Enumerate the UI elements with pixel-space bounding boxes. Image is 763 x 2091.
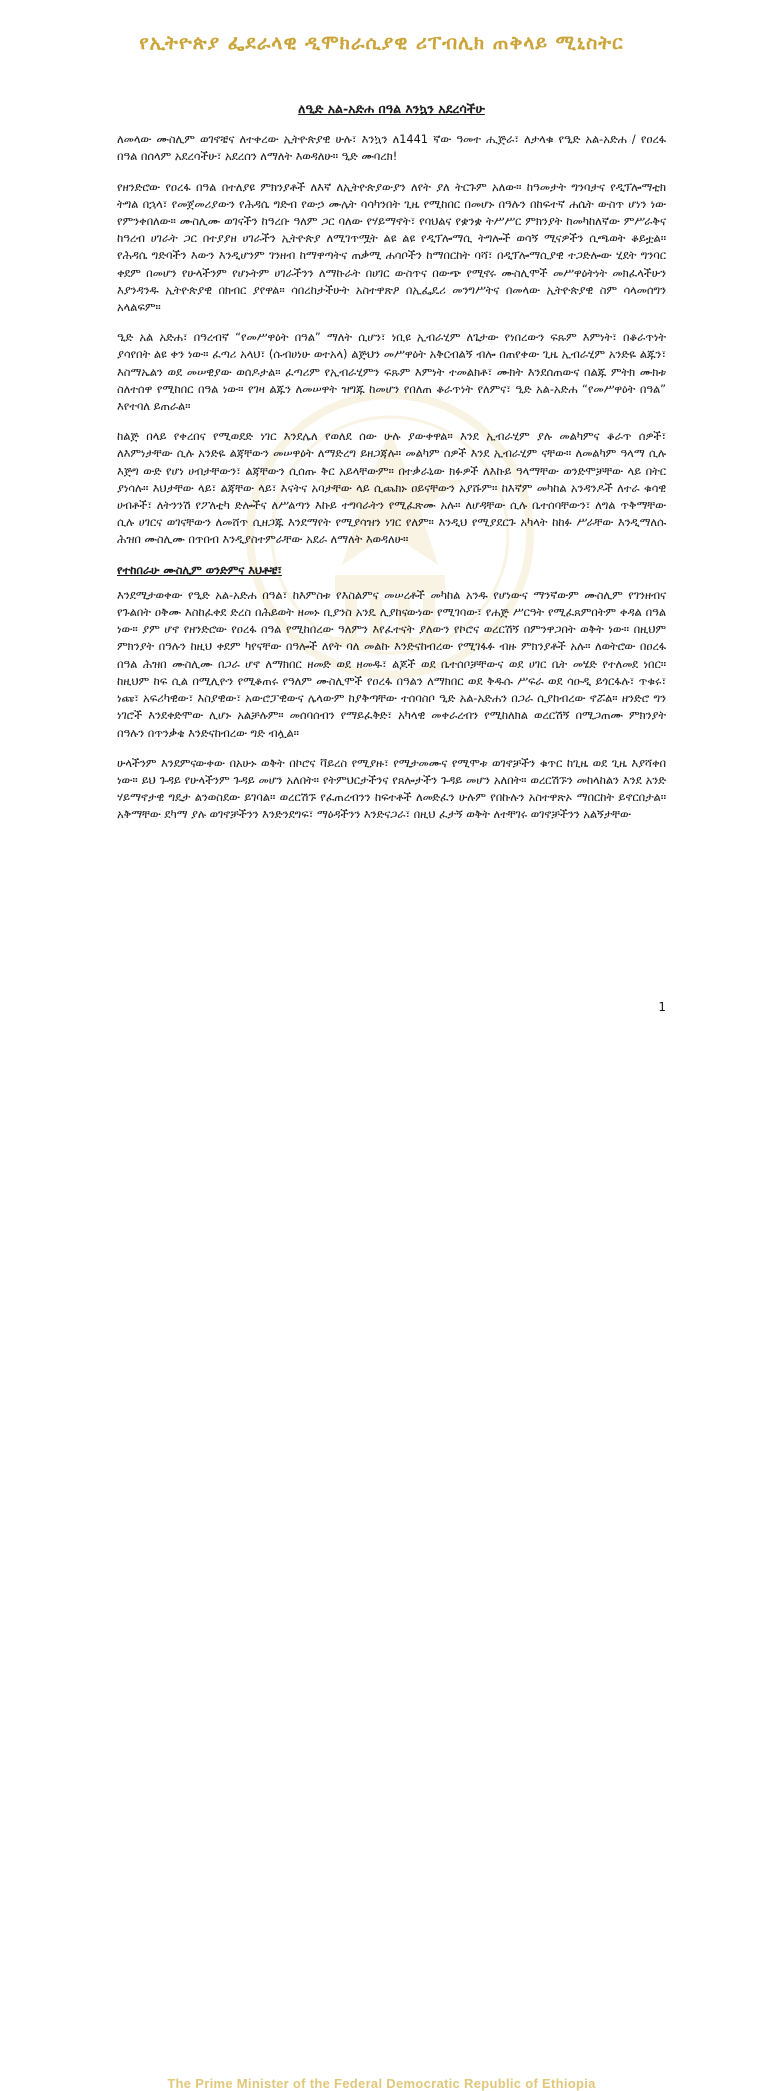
page-number: 1 [658, 1000, 666, 1014]
paragraph-3: ዒድ አል አድሐ፣ በዓረብኛ “የመሥዋዕት በዓል” ማለት ሲሆን፣ ነቢዩ ኢብራሂም ለጌታው የነበረውን ፍጹም እምነት፣ በቆራጥነት ያሳየበት ልዩ ቀን ነው። ፈጣሪ አላህ፣ (ሱብሀነሁ ወተአላ) ልጅህን መሥዋዕት አቅርብልኝ ብሎ በጠየቀው ጊዜ ኢብራሂም አንድዬ ልጁን፣ እስማኤልን ወደ መሠዊያው ወሰዶታል። ፈጣሪም የኢብራሂምን ፍጹም እምነት ተመልክቶ፣ ሙክት እንደሰጠውና በልጁ ምትክ ሙክቱ ስለተሰዋ የሚከበር በዓል ነው። የገዛ ልጁን ለመሠዋት ዝግጁ ከመሆን የበለጠ ቆራጥነት የለምና፣ ዒድ አል-አድሐ “የመሥዋዕት በዓል” እየተባለ ይጠራል። [117, 331, 666, 414]
letterhead-footer [0, 1030, 763, 2091]
paragraph-2: የዘንድሮው የዐረፋ በዓል በተለያዩ ምክንያቶች ለእኛ ለኢትዮጵያውያን ለየት ያለ ትርጉም አለው። ከዓመታት ግንባታና የዲፕሎማቲክ ትግል በኋላ፣ የመጀመሪያውን የሕዳሴ ግድብ የውኃ ሙሌት ባሳካንበት ጊዜ የሚከበር በመሆኑ በዓሉን በከፍተኛ ሐሴት ውስጥ ሆነን ነው የምንቀበለው። ሙስሊሙ ወገናችን ከዓረቡ ዓለም ጋር ባለው የሃይማኖት፣ የባህልና የቋንቋ ትሥሥር ምክንያት ከመካከለኛው ምሥራቅና ከዓረብ ሀገራት ጋር በተያያዘ ሀገራችን ኢትዮጵያ ለሚገጥሟት ልዩ ልዩ የዲፕሎማሲ ትግሎች ወሳኝ ሚናዎችን ሲጫወት ቆይቷል። የሕዳሴ ግድባችን እውን እንዲሆንም ገንዘብ ከማዋጣትና ጠቃሚ ሐሳቦችን ከማበርከት ባሻ፣ በዲፕሎማሲያዊ ተጋድሎው ሂደት ግንባር ቀደም በመሆን የሁላችንም የሆኑትም ሀገራችንን ለማኩራት በሀገር ውስጥና በውጭ የሚኖሩ ሙስሊሞች መሥዋዕትነት መክፈላችሁን እያንዳንዱ ኢትዮጵያዊ በክብር ያየዋል። ሳበረከታችሁት አስተዋጽዖ በኢፌዴሪ መንግሥትና በመላው ኢትዮጵያዊ ስም ሳላመሰግን አላልፍም። [117, 180, 666, 315]
paragraph-5: እንደሚታወቀው የዒድ አል-አድሐ በዓል፣ ከእምስቱ የእስልምና መሠረቶች መካከል አንዱ የሆነውና ማንኛውም ሙስሊም የገንዘብና የጉልበት ዐቅሙ እስከፈቀደ ድረስ በሕይወት ዘመኑ ቢያንስ አንዴ ሊያከናውነው የሚገባው፣ የሐጅ ሥርዓት የሚፈጸምበትም ቀዳል በዓል ነው። ያም ሆኖ የዘንድሮው የዐረፋ በዓል የሚከበረው ዓለምን እየፈተናት ያለውን የኮሮና ወረርሽኝ በምንዋጋበት ወቅት ነው። በዚህም ምክንያት በዓሉን ከዚህ ቀደም ካየናቸው በዓሎች ለየት ባለ መልኩ እንድናከብረው የሚገፋፉ ብዙ ምክንያቶች አሉ። ለወትሮው በዐረፋ በዓል ሕዝበ ሙስሊሙ በጋራ ሆኖ ለማክበር ዘመድ ወደ ዘመዱ፣ ልጆች ወደ ቤተሰቦቻቸውና ወደ ሀገር ቤት መሄድ የተለመደ ነበር። ከዚህም ከፍ ሲል በሚሊዮን የሚቆጠሩ የዓለም ሙስሊሞች የዐረፋ በዓልን ለማክበር ወደ ቅዱሱ ሥፍራ ወደ ሳዑዲ ይጎርፋሉ፣ ጥቁሩ፣ ነጩ፣ አፍሪካዊው፣ እስያዊው፣ አውሮፓዊውና ሌላውም ከያቅጣቸው ተሰባስቦ ዒድ አል-አድሐን በጋራ ሲያከብረው ኖሯል። ዘንድሮ ግን ነገሮች እንደቀድሞው ሊሆኑ አልቻሉም። መሰባሰብን የማይፈቅድ፣ አካላዊ መቀራረብን የሚከለክል ወረርሽኝ በሚጋጠሙ ምክንያት በዓሉን በጥንቃቄ እንድናከብረው ግድ ብሏል። [117, 588, 666, 740]
section-heading: የተከበራሁ ሙስሊም ወንድምና እህቶቼ፣ [117, 563, 282, 577]
paragraph-4: ከልጅ በላይ የቀረበና የሚወደድ ነገር እንደሌለ የወለደ ሰው ሁሉ ያውቀዋል። እንደ ኢብራሂም ያሉ መልካምና ቆራጥ ሰዎች፣ ለእምነታቸው ሲሉ አንድዬ ልጃቸውን መሠዋዕት ለማድረግ ይዘጋጃሉ። መልካም ሰዎች እንደ ኢብራሂም ናቸው። ለመልካም ዓላማ ሲሉ እጅግ ውድ የሆነ ሀብታቸውን፣ ልጃቸውን ሲሰጡ ቅር አይላቸውም። በተቃራኒው ክፉዎች ለእኩይ ዓላማቸው ወንድሞቻቸው ላይ በትር ያነሳሉ። እህታቸው ላይ፣ ልጃቸው ላይ፣ እናትና አባታቸው ላይ ሲጨክኑ ዐይናቸውን አያሹም። ከእኛም መካከል አንዳንዶች ለተራ ቁሳዊ ሀብቶች፣ ለትንንሽ የፖለቲካ ድሎችና ለሥልጣን እኩይ ተግባራትን የሚፈጽሙ አሉ። ለሆዳቸው ሲሉ ቤተሰባቸውን፣ ለግል ጥቅማቸው ሲሉ ሀገርና ወገናቸውን ለመሸጥ ሲዘጋጁ እንደማየት የሚያሳዝን ነገር የለም። እንዲህ የሚያደርጉ አካላት ከከፉ ሥራቸው እንዲማለሱ ሕዝበ ሙስሊሙ በጥበብ እንዲያስተምራቸው አደራ ለማለት እወዳለሁ። [117, 430, 666, 547]
letterhead-title: የኢትዮጵያ ፌደራላዊ ዲሞክራሲያዊ ሪፐብሊክ ጠቅላይ ሚኒስትር [139, 32, 624, 54]
footer-text: The Prime Minister of the Federal Democratic Republic of Ethiopia [167, 2076, 596, 2091]
paragraph-1: ለመላው ሙስሊም ወገኖቼና ለተቀረው ኢትዮጵያዊ ሁሉ፣ እንኳን ለ1441 ኛው ዓመተ ሒጅራ፣ ለታላቁ የዒድ አል-አድሐ / የዐረፋ በዓል በሰላም አደረሳችሁ፣ አደረሰን ለማለት እወዳለሁ። ዒድ ሙባረክ! [117, 133, 666, 164]
letterhead-header [0, 0, 763, 92]
letter-body [117, 100, 666, 837]
paragraph-6: ሁላችንም እንደምናውቀው በአሁኑ ወቅት በኮሮና ቫይረስ የሚያዙ፣ የሚታመሙና የሚሞቱ ወገኖቻችን ቁጥር ከጊዜ ወደ ጊዜ እያሻቀበ ነው። ይህ ጉዳይ የሁላችንም ጉዳይ መሆን አለበት። የትምህርታችንና የጸሎታችን ጉዳይ መሆን አለበት። ወረርሽኙን መከላከልን እንደ አንድ ሃይማኖታዊ ግዴታ ልንወስደው ይገባል። ወረርሽኙ የፈጠረብንን ከፍተቶች ለመድፈን ሁሉም የበኩሉን አስተዋጽኦ ማበርከት ይኖርበታል። አቅማቸው ደካማ ያሉ ወገኖቻችንን እንድንደግፍ፣ ማዕዳችንን እንድናጋራ፣ በዚህ ፈታኝ ወቅት ለተቸገሩ ወገኖቻችንን አልኝታቸው [117, 756, 666, 822]
document-title: ለዒድ አል-አድሐ በዓል እንኳን አደረሳችሁ [298, 101, 485, 116]
